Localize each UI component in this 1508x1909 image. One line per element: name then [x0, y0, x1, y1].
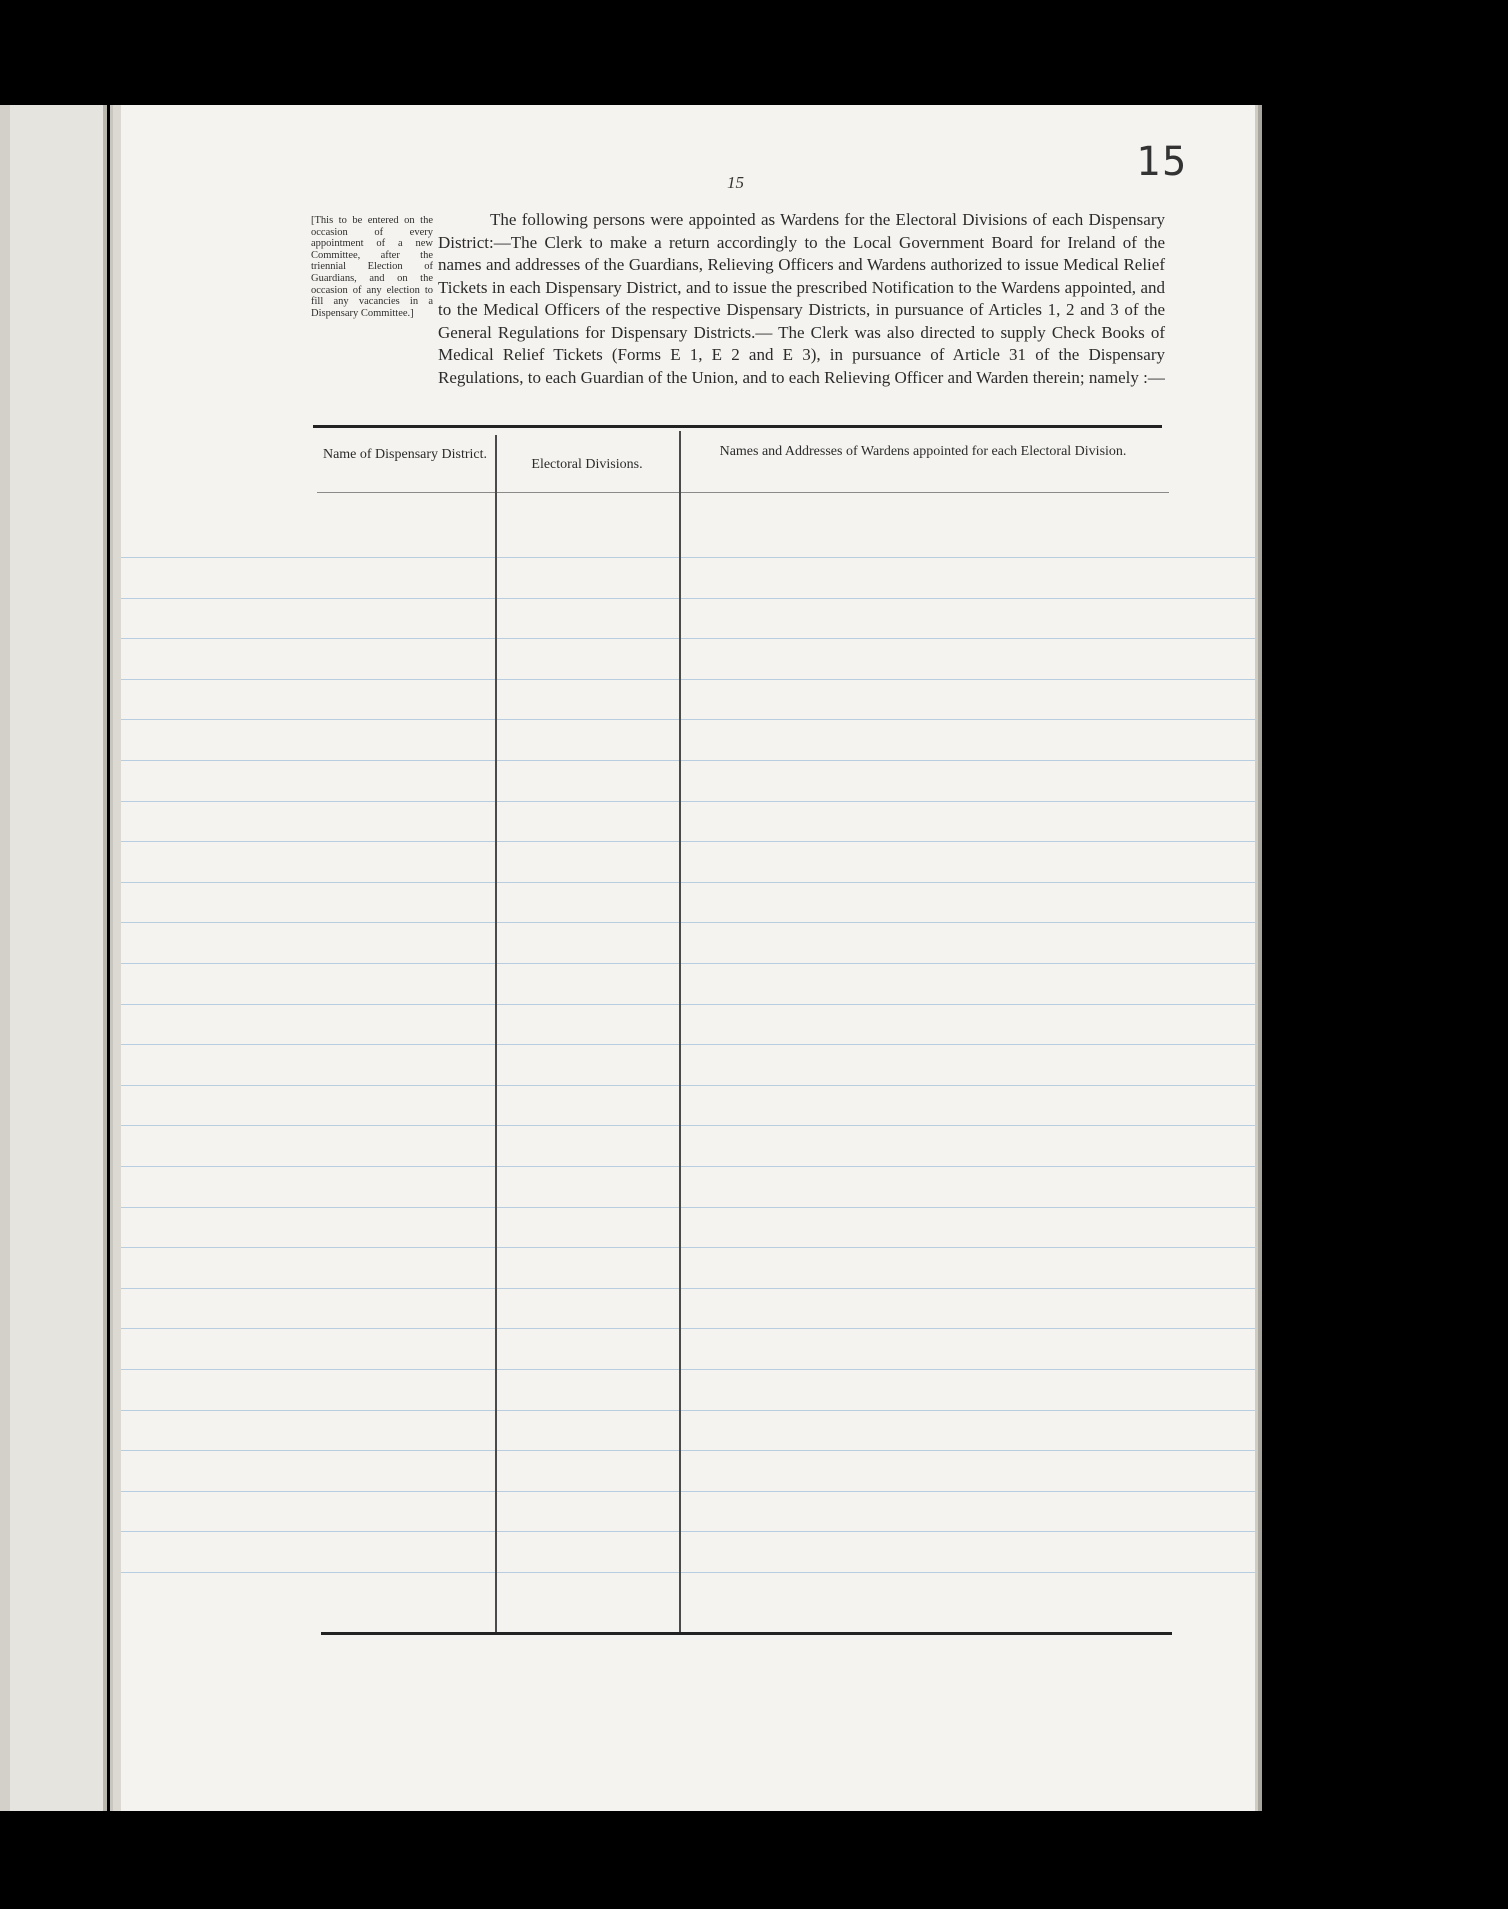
ruled-line: [121, 1410, 1255, 1411]
facing-page-strip: [0, 105, 10, 1811]
ruled-line: [121, 1207, 1255, 1208]
ruled-line: [121, 1288, 1255, 1289]
ruled-line: [121, 1328, 1255, 1329]
column-header-wardens: Names and Addresses of Wardens appointed for each Electoral Division.: [719, 444, 1127, 459]
table-top-rule: [313, 425, 1162, 428]
column-header-electoral-divisions: Electoral Divisions.: [531, 457, 643, 472]
ruled-line: [121, 1004, 1255, 1005]
ruled-line: [121, 1125, 1255, 1126]
ruled-line: [121, 1044, 1255, 1045]
ruled-line: [121, 1531, 1255, 1532]
table-bottom-rule: [321, 1632, 1172, 1635]
ruled-line: [121, 882, 1255, 883]
ruled-line: [121, 557, 1255, 558]
ruled-line: [121, 679, 1255, 680]
ruled-line: [121, 1450, 1255, 1451]
facing-page-edge: [0, 105, 107, 1811]
column-header-dispensary-district: Name of Dispensary District.: [322, 447, 488, 462]
register-page: [110, 105, 1258, 1811]
ruled-line: [121, 841, 1255, 842]
ruled-line: [121, 1085, 1255, 1086]
ruled-line: [121, 1572, 1255, 1573]
ruled-line: [121, 1491, 1255, 1492]
ruled-line: [121, 719, 1255, 720]
page-right-edge: [1258, 105, 1262, 1811]
header-underline: [317, 492, 1169, 493]
ruled-line: [121, 801, 1255, 802]
ruled-line: [121, 638, 1255, 639]
ruled-line: [121, 598, 1255, 599]
body-paragraph: The following persons were appointed as Wardens for the Electoral Divisions of each Dispensary District:—The Clerk to make a return accordingly to the Local Government Board for Ireland of the names and addresses of the Guardians, Relieving Officers and Wardens authorized to issue Medical Relief Tickets in each Dispensary District, and to issue the prescribed Notification to the Wardens appointed, and to the Medical Officers of the respective Dispensary Districts, in pursuance of Articles 1, 2 and 3 of the General Regulations for Dispensary Districts.— The Clerk was also directed to supply Check Books of Medical Relief Tickets (Forms E 1, E 2 and E 3), in pursuance of Article 31 of the Dispensary Regulations, to each Guardian of the Union, and to each Relieving Officer and Warden therein; namely :—: [438, 210, 1165, 387]
stamped-page-number: 15: [1136, 139, 1189, 185]
ruled-line: [121, 760, 1255, 761]
ruled-line: [121, 1369, 1255, 1370]
column-divider-2: [679, 431, 681, 1633]
printed-page-number: 15: [727, 173, 744, 192]
ruled-line: [121, 1247, 1255, 1248]
ruled-line: [121, 963, 1255, 964]
page-gutter: [113, 105, 121, 1811]
margin-note: [This to be entered on the occasion of every appointment of a new Committee, after the triennial Election of Guardians, and on the occasion of any election to fill any vacancies in a Dispensary Committee.]: [311, 215, 433, 319]
ruled-line: [121, 1166, 1255, 1167]
ruled-line: [121, 922, 1255, 923]
column-divider-1: [495, 435, 497, 1633]
